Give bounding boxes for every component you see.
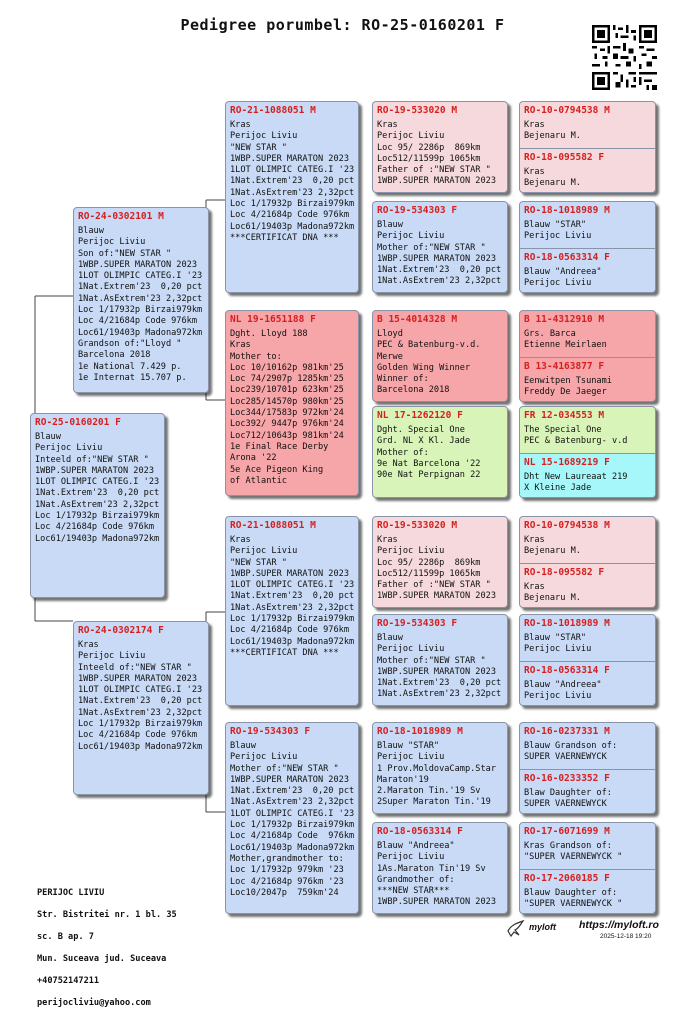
pedigree-line: Loc 74/2907p 1285km'25 <box>230 374 344 385</box>
pedigree-line: Mother of: <box>377 447 429 458</box>
pedigree-line: 5e Ace Pigeon King <box>230 464 324 475</box>
pedigree-line: Bejenaru M. <box>524 593 581 604</box>
pedigree-line: Mother of:"NEW STAR " <box>377 242 486 253</box>
pedigree-line: Blauw Grandson of: <box>524 741 618 751</box>
ancestor-sire-half <box>520 407 655 453</box>
pedigree-line: Blauw "Andreea" <box>524 267 602 277</box>
pedigree-line: Arona '22 <box>230 453 277 464</box>
ring-number: RO-18-0563314 F <box>524 665 610 676</box>
pedigree-line: "SUPER VAERNEWYCK " <box>524 852 623 863</box>
pedigree-line: 1Nat.Extrem'23 0,20 pct <box>230 591 355 602</box>
pedigree-line: Loc239/10701p 623km'25 <box>230 385 344 396</box>
pedigree-line: 1LOT OLIMPIC CATEG.I '23 <box>78 271 203 282</box>
ring-number: RO-17-6071699 M <box>524 826 610 837</box>
card-dam-sire-sire <box>372 516 508 608</box>
pedigree-line: 1Nat.AsExtrem'23 2,32pct <box>377 689 502 700</box>
card-dam-sire <box>225 516 359 706</box>
pedigree-line: Perijoc Liviu <box>377 131 445 142</box>
pedigree-line: 1LOT OLIMPIC CATEG.I '23 <box>230 165 355 176</box>
ring-number: RO-19-534303 F <box>377 205 458 216</box>
ring-number: NL 19-1651188 F <box>230 314 316 325</box>
pedigree-line: 1WBP.SUPER MARATON 2023 <box>230 153 349 164</box>
pedigree-line: Etienne Meirlaen <box>524 340 607 351</box>
pedigree-line: Blauw <box>35 432 61 442</box>
pedigree-line: Loc 4/21684p Code 976km <box>78 316 197 327</box>
pedigree-line: Kras <box>230 120 251 130</box>
ring-number: NL 15-1689219 F <box>524 457 610 468</box>
breeder-contact <box>37 877 177 1020</box>
pedigree-line: Loc 1/17932p Birzai979km <box>230 199 355 210</box>
pedigree-line: Kras <box>230 340 251 351</box>
pedigree-line: 1Nat.AsExtrem'23 2,32pct <box>35 499 160 510</box>
pedigree-line: Kras <box>377 120 398 130</box>
card-sire-dam <box>225 310 359 496</box>
ring-number: RO-18-095582 F <box>524 567 605 578</box>
ring-number: RO-19-534303 F <box>377 618 458 629</box>
pedigree-line: 1Nat.Extrem'23 0,20 pct <box>35 488 160 499</box>
pedigree-line: The Special One <box>524 425 602 435</box>
pedigree-line: Eenwitpen Tsunami <box>524 376 612 386</box>
ancestor-dam-half <box>520 661 655 705</box>
pedigree-line: Loc61/19403p Madona972km <box>230 636 355 647</box>
ring-number: RO-24-0302101 M <box>78 211 164 222</box>
pedigree-line: Loc 1/17932p Birzai979km <box>35 511 160 522</box>
pedigree-line: 1Nat.Extrem'23 0,20 pct <box>230 786 355 797</box>
ring-number: RO-18-1018989 M <box>524 618 610 629</box>
pedigree-line: 1LOT OLIMPIC CATEG.I '23 <box>78 685 203 696</box>
card-dam <box>73 621 209 795</box>
pedigree-line: 1Nat.AsExtrem'23 2,32pct <box>230 187 355 198</box>
pedigree-line: ***CERTIFICAT DNA *** <box>230 232 339 243</box>
pedigree-line: Grandmother of: <box>377 874 455 885</box>
card-sire-sire-sire <box>372 101 508 193</box>
pedigree-line: 1Nat.AsExtrem'23 2,32pct <box>230 602 355 613</box>
pedigree-line: Bejenaru M. <box>524 131 581 142</box>
card-sire-sire-dam <box>372 201 508 293</box>
brand-name: myloft <box>529 922 556 932</box>
pedigree-line: 1Nat.AsExtrem'23 2,32pct <box>377 276 502 287</box>
pedigree-line: Loc10/2047p 759km'24 <box>230 887 339 898</box>
pedigree-line: 1LOT OLIMPIC CATEG.I '23 <box>230 808 355 819</box>
ancestor-dam-half <box>520 869 655 913</box>
pedigree-line: Dght. Special One <box>377 425 465 435</box>
ancestor-sire-half <box>520 723 655 769</box>
pedigree-line: X Kleine Jade <box>524 483 592 494</box>
page-title: Pedigree porumbel: RO-25-0160201 F <box>180 16 505 34</box>
ancestor-sire-half <box>520 517 655 563</box>
pedigree-line: 1e National 7.429 p. <box>78 361 182 372</box>
ancestor-sire-half <box>520 823 655 869</box>
pedigree-line: Loc61/19403p Madona972km <box>35 533 160 544</box>
pedigree-line: Barcelona 2018 <box>377 385 450 396</box>
ancestor-sire-half <box>520 615 655 661</box>
pedigree-line: "SUPER VAERNEWYCK " <box>524 899 623 910</box>
pedigree-line: 1LOT OLIMPIC CATEG.I '23 <box>230 580 355 591</box>
card-sire-dam-sire <box>372 310 508 402</box>
pedigree-line: Perijoc Liviu <box>377 752 445 763</box>
pedigree-line: "NEW STAR " <box>230 557 287 568</box>
pedigree-line: Loc712/10643p 981km'24 <box>230 430 344 441</box>
pedigree-line: Perijoc Liviu <box>377 546 445 557</box>
pedigree-line: Loc 4/21684p 976km '23 <box>230 876 344 887</box>
pedigree-line: Lloyd <box>377 329 403 339</box>
pedigree-line: Blauw <box>377 633 403 643</box>
pedigree-line: Perijoc Liviu <box>524 278 592 289</box>
pedigree-line: Kras <box>524 582 545 592</box>
brand-block <box>505 917 665 947</box>
print-date: 2025-12-18 19:20 <box>600 933 652 940</box>
pedigree-line: Grandson of:"Lloyd " <box>78 338 182 349</box>
pedigree-line: Perijoc Liviu <box>230 752 298 763</box>
pedigree-line: 1Nat.AsExtrem'23 2,32pct <box>78 293 203 304</box>
pedigree-line: Perijoc Liviu <box>230 131 298 142</box>
pedigree-line: Loc 4/21684p Code 976km <box>230 210 349 221</box>
pedigree-line: Perijoc Liviu <box>35 443 103 454</box>
ancestor-dam-half <box>520 769 655 813</box>
pedigree-line: ***CERTIFICAT DNA *** <box>230 647 339 658</box>
pedigree-line: Loc61/19403p Madona972km <box>230 842 355 853</box>
pedigree-line: SUPER VAERNEWYCK <box>524 799 607 810</box>
ring-number: FR 12-034553 M <box>524 410 605 421</box>
ancestor-dam-half <box>520 453 655 497</box>
pedigree-line: Perijoc Liviu <box>230 546 298 557</box>
ring-number: RO-21-1088051 M <box>230 520 316 531</box>
pedigree-line: Bejenaru M. <box>524 178 581 189</box>
pedigree-line: Perijoc Liviu <box>377 231 445 242</box>
pedigree-line: Kras <box>524 120 545 130</box>
breeder-phone: +40752147211 <box>37 976 100 986</box>
ring-number: RO-18-1018989 M <box>377 726 463 737</box>
card-gen5-pair <box>519 310 656 402</box>
pedigree-line: Inteeld of:"NEW STAR " <box>78 662 192 673</box>
pedigree-line: Mother to: <box>230 351 282 362</box>
brand-url[interactable]: https://myloft.ro <box>579 919 659 931</box>
pedigree-line: Blauw <box>78 226 104 236</box>
pedigree-line: Kras <box>230 535 251 545</box>
pedigree-line: 1e Final Race Derby <box>230 441 329 452</box>
pedigree-line: 1e Internat 15.707 p. <box>78 372 187 383</box>
pedigree-line: Loc512/11599p 1065km <box>377 153 481 164</box>
pedigree-line: Blauw Daughter of: <box>524 888 618 898</box>
pedigree-line: Dght. Lloyd 188 <box>230 329 308 339</box>
ring-number: NL 17-1262120 F <box>377 410 463 421</box>
pedigree-line: 1WBP.SUPER MARATON 2023 <box>78 673 197 684</box>
pedigree-line: 1WBP.SUPER MARATON 2023 <box>35 465 154 476</box>
ring-number: RO-18-0563314 F <box>524 252 610 263</box>
ring-number: RO-18-095582 F <box>524 152 605 163</box>
pedigree-line: Blauw "STAR" <box>377 741 440 751</box>
pedigree-line: Loc 4/21684p Code 976km <box>230 831 355 842</box>
pedigree-line: 1WBP.SUPER MARATON 2023 <box>377 591 496 602</box>
pedigree-line: Maraton'19 <box>377 774 429 785</box>
pedigree-line: Grs. Barca <box>524 329 576 339</box>
ring-number: RO-18-0563314 F <box>377 826 463 837</box>
ring-number: RO-25-0160201 F <box>35 417 121 428</box>
breeder-apartment: sc. B ap. 7 <box>37 932 94 942</box>
ring-number: RO-10-0794538 M <box>524 520 610 531</box>
pedigree-line: Bejenaru M. <box>524 546 581 557</box>
card-gen5-pair <box>519 406 656 498</box>
pedigree-line: 2Super Maraton Tin.'19 <box>377 797 491 808</box>
pedigree-line: 1WBP.SUPER MARATON 2023 <box>230 568 349 579</box>
card-gen5-pair <box>519 822 656 914</box>
card-gen5-pair <box>519 614 656 706</box>
card-gen5-pair <box>519 201 656 293</box>
pedigree-line: ***NEW STAR*** <box>377 886 450 897</box>
pedigree-line: Loc 1/17932p Birzai979km <box>230 820 355 831</box>
pedigree-line: Perijoc Liviu <box>524 231 592 242</box>
ancestor-dam-half <box>520 357 655 401</box>
card-gen5-pair <box>519 722 656 814</box>
ring-number: RO-21-1088051 M <box>230 105 316 116</box>
pedigree-line: 1Nat.Extrem'23 0,20 pct <box>78 696 203 707</box>
pedigree-line: 1Nat.Extrem'23 0,20 pct <box>377 678 502 689</box>
pedigree-line: Kras <box>524 167 545 177</box>
pedigree-line: Mother,grandmother to: <box>230 853 344 864</box>
card-dam-dam-dam <box>372 822 508 914</box>
pedigree-line: 1Nat.Extrem'23 0,20 pct <box>377 265 502 276</box>
pedigree-line: Merwe <box>377 351 403 362</box>
pedigree-line: 1 Prov.MoldovaCamp.Star <box>377 763 496 774</box>
pedigree-line: Grd. NL X Kl. Jade <box>377 436 471 447</box>
pedigree-line: Perijoc Liviu <box>78 237 146 248</box>
pedigree-line: 1WBP.SUPER MARATON 2023 <box>78 259 197 270</box>
pedigree-line: Blaw Daughter of: <box>524 788 612 798</box>
pedigree-line: 90e Nat Perpignan 22 <box>377 470 481 481</box>
pedigree-line: Loc61/19403p Madona972km <box>78 327 203 338</box>
breeder-street: Str. Bistritei nr. 1 bl. 35 <box>37 910 177 920</box>
pedigree-line: Blauw "STAR" <box>524 633 587 643</box>
pedigree-line: "NEW STAR " <box>230 142 287 153</box>
card-sire-dam-dam <box>372 406 508 498</box>
ring-number: RO-19-533020 M <box>377 105 458 116</box>
pedigree-line: 1WBP.SUPER MARATON 2023 <box>377 666 496 677</box>
pedigree-line: Blauw "STAR" <box>524 220 587 230</box>
card-sire <box>73 207 209 393</box>
pedigree-line: PEC & Batenburg- v.d <box>524 436 628 447</box>
ring-number: B 15-4014328 M <box>377 314 458 325</box>
pedigree-line: Golden Wing Winner <box>377 362 471 373</box>
pedigree-line: Loc 4/21684p Code 976km <box>230 625 349 636</box>
pedigree-line: 1WBP.SUPER MARATON 2023 <box>377 253 496 264</box>
breeder-email[interactable]: perijocliviu@yahoo.com <box>37 998 151 1008</box>
pedigree-line: Loc512/11599p 1065km <box>377 568 481 579</box>
pedigree-line: Perijoc Liviu <box>524 644 592 655</box>
pedigree-line: Kras Grandson of: <box>524 841 612 851</box>
pedigree-line: 1LOT OLIMPIC CATEG.I '23 <box>35 477 160 488</box>
pedigree-line: Loc285/14570p 980km'25 <box>230 396 344 407</box>
ancestor-dam-half <box>520 248 655 292</box>
pedigree-line: Loc344/17583p 972km'24 <box>230 408 344 419</box>
pedigree-line: Loc392/ 9447p 976km'24 <box>230 419 344 430</box>
ring-number: RO-24-0302174 F <box>78 625 164 636</box>
pedigree-line: Loc 4/21684p Code 976km <box>35 522 154 533</box>
pedigree-line: Blauw "Andreea" <box>524 680 602 690</box>
ancestor-sire-half <box>520 311 655 357</box>
pedigree-line: Mother of:"NEW STAR " <box>377 655 486 666</box>
ancestor-sire-half <box>520 202 655 248</box>
pedigree-line: Kras <box>524 535 545 545</box>
pedigree-line: 1As.Maraton Tin'19 Sv <box>377 863 486 874</box>
pedigree-line: Father of :"NEW STAR " <box>377 165 491 176</box>
ring-number: RO-10-0794538 M <box>524 105 610 116</box>
pedigree-line: Loc 95/ 2286p 869km <box>377 557 481 568</box>
ancestor-dam-half <box>520 563 655 607</box>
pedigree-line: Loc61/19403p Madona972km <box>230 221 355 232</box>
pedigree-line: Freddy De Jaeger <box>524 387 607 398</box>
ring-number: RO-16-0237331 M <box>524 726 610 737</box>
pedigree-line: Perijoc Liviu <box>377 644 445 655</box>
pedigree-line: Loc 4/21684p Code 976km <box>78 730 197 741</box>
pedigree-line: Loc 1/17932p 979km '23 <box>230 865 344 876</box>
pedigree-line: Kras <box>377 535 398 545</box>
pedigree-line: Blauw "Andreea" <box>377 841 455 851</box>
pedigree-line: Loc 1/17932p Birzai979km <box>78 719 203 730</box>
ring-number: RO-18-1018989 M <box>524 205 610 216</box>
pedigree-line: Perijoc Liviu <box>377 852 445 863</box>
card-dam-sire-dam <box>372 614 508 706</box>
ring-number: B 11-4312910 M <box>524 314 605 325</box>
pedigree-line: Winner of: <box>377 374 429 385</box>
pedigree-line: 2.Maraton Tin.'19 Sv <box>377 786 481 797</box>
pedigree-line: 1WBP.SUPER MARATON 2023 <box>230 774 349 785</box>
pedigree-line: Loc61/19403p Madona972km <box>78 741 203 752</box>
pedigree-line: 1Nat.Extrem'23 0,20 pct <box>230 176 355 187</box>
pedigree-line: of Atlantic <box>230 475 287 486</box>
pedigree-line: Perijoc Liviu <box>524 691 592 702</box>
breeder-city: Mun. Suceava jud. Suceava <box>37 954 167 964</box>
pedigree-line: Inteeld of:"NEW STAR " <box>35 454 149 465</box>
pedigree-line: 9e Nat Barcelona '22 <box>377 458 481 469</box>
pedigree-line: Blauw <box>230 741 256 751</box>
pedigree-line: Mother of:"NEW STAR " <box>230 763 339 774</box>
breeder-name: PERIJOC LIVIU <box>37 888 105 898</box>
pedigree-line: 1WBP.SUPER MARATON 2023 <box>377 897 496 908</box>
card-sire-sire <box>225 101 359 293</box>
pedigree-line: Dht New Laureaat 219 <box>524 472 628 482</box>
pigeon-logo-icon <box>505 917 527 939</box>
pedigree-line: Loc 10/10162p 981km'25 <box>230 362 344 373</box>
pedigree-line: Perijoc Liviu <box>78 651 146 662</box>
ancestor-dam-half <box>520 148 655 192</box>
pedigree-line: 1Nat.AsExtrem'23 2,32pct <box>78 707 203 718</box>
pedigree-line: Barcelona 2018 <box>78 350 151 361</box>
card-gen5-pair <box>519 516 656 608</box>
pedigree-line: SUPER VAERNEWYCK <box>524 752 607 763</box>
pedigree-line: Loc 1/17932p Birzai979km <box>230 614 355 625</box>
ring-number: RO-16-0233352 F <box>524 773 610 784</box>
pedigree-line: Blauw <box>377 220 403 230</box>
pedigree-line: Kras <box>78 640 99 650</box>
pedigree-line: 1Nat.Extrem'23 0,20 pct <box>78 282 203 293</box>
pedigree-line: 1Nat.AsExtrem'23 2,32pct <box>230 797 355 808</box>
pedigree-line: PEC & Batenburg-v.d. <box>377 340 481 351</box>
pedigree-line: 1WBP.SUPER MARATON 2023 <box>377 176 496 187</box>
pedigree-line: Loc 1/17932p Birzai979km <box>78 305 203 316</box>
ring-number: RO-19-533020 M <box>377 520 458 531</box>
pedigree-line: Loc 95/ 2286p 869km <box>377 142 481 153</box>
ring-number: B 13-4163877 F <box>524 361 605 372</box>
ring-number: RO-19-534303 F <box>230 726 311 737</box>
card-dam-dam-sire <box>372 722 508 814</box>
pedigree-line: Son of:"NEW STAR " <box>78 248 172 259</box>
card-subject <box>30 413 165 598</box>
ancestor-sire-half <box>520 102 655 148</box>
card-dam-dam <box>225 722 359 914</box>
pedigree-line: Father of :"NEW STAR " <box>377 580 491 591</box>
ring-number: RO-17-2060185 F <box>524 873 610 884</box>
card-gen5-pair <box>519 101 656 193</box>
